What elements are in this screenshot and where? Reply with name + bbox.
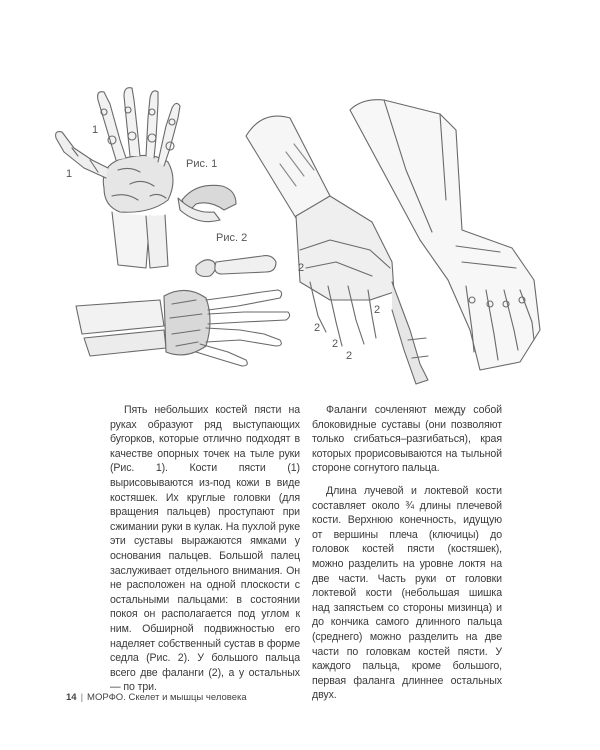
hand-skeleton-lateral-drawing	[76, 290, 290, 366]
fig-mark-2d: 2	[346, 350, 353, 362]
page-number: 14	[66, 692, 77, 703]
fig-mark-2a: 2	[298, 262, 305, 274]
footer-separator: |	[80, 692, 84, 703]
fig-mark-1b: 1	[66, 168, 73, 180]
text-column-right	[312, 403, 502, 711]
text-column-left	[110, 403, 300, 703]
hand-skeleton-dorsal-drawing	[56, 88, 180, 268]
fig-mark-1a: 1	[92, 124, 99, 136]
page-footer	[66, 692, 247, 703]
paragraph: Фаланги сочленяют между собой блоковидные суставы (они позволяют только сгибаться–разгибаться), края которых прорисовываются на тыльной стороне согнутого пальца.	[312, 404, 502, 475]
saddle-joint-fig1-drawing	[178, 185, 236, 221]
bone-pieces-fig2-drawing	[196, 256, 276, 277]
fig-mark-2c: 2	[332, 338, 339, 350]
paragraph: Длина лучевой и локтевой кости составляет около ¾ длины плечевой кости. Верхнюю конечность, идущую от вершины плеча (ключицы) до головок костей пясти (костяшек), можно разделить на уровне локтя на две части. Часть руки от головки локтевой кости (небольшая шишка над запястьем со стороны мизинца) и до кончика самого длинного пальца (среднего) можно разделить на две части по головкам костей пясти. У каждого пальца, кроме большого, первая фаланга длиннее остальных двух.	[312, 484, 502, 702]
fig-mark-2e: 2	[374, 304, 381, 316]
fig-mark-2b: 2	[314, 322, 321, 334]
paragraph: Пять небольших костей пясти на руках образуют ряд выступающих бугорков, которые отлично подходят в качестве опорных точек на тыле руки (Рис. 1). Кости пясти (1) вырисовываются из-под кожи в виде костяшек. Их круглые головки (для вращения пальцев) проступают при сжимании руки в кулак. На пухлой руке эти суставы выражаются ямками у основания пальцев. Большой палец заслуживает отдельного внимания. Он не расположен на одной плоскости с остальными пальцами: в состоянии покоя он располагается под углом к ним. Обширной подвижностью его наделяет собственный сустав в форме седла (Рис. 2). У большого пальца всего две фаланги (2), а у остальных — по три.	[110, 404, 300, 694]
fig-2-caption: Рис. 2	[216, 232, 248, 244]
book-title: МОРФО. Скелет и мышцы человека	[87, 692, 247, 703]
fig-1-caption: Рис. 1	[186, 158, 218, 170]
